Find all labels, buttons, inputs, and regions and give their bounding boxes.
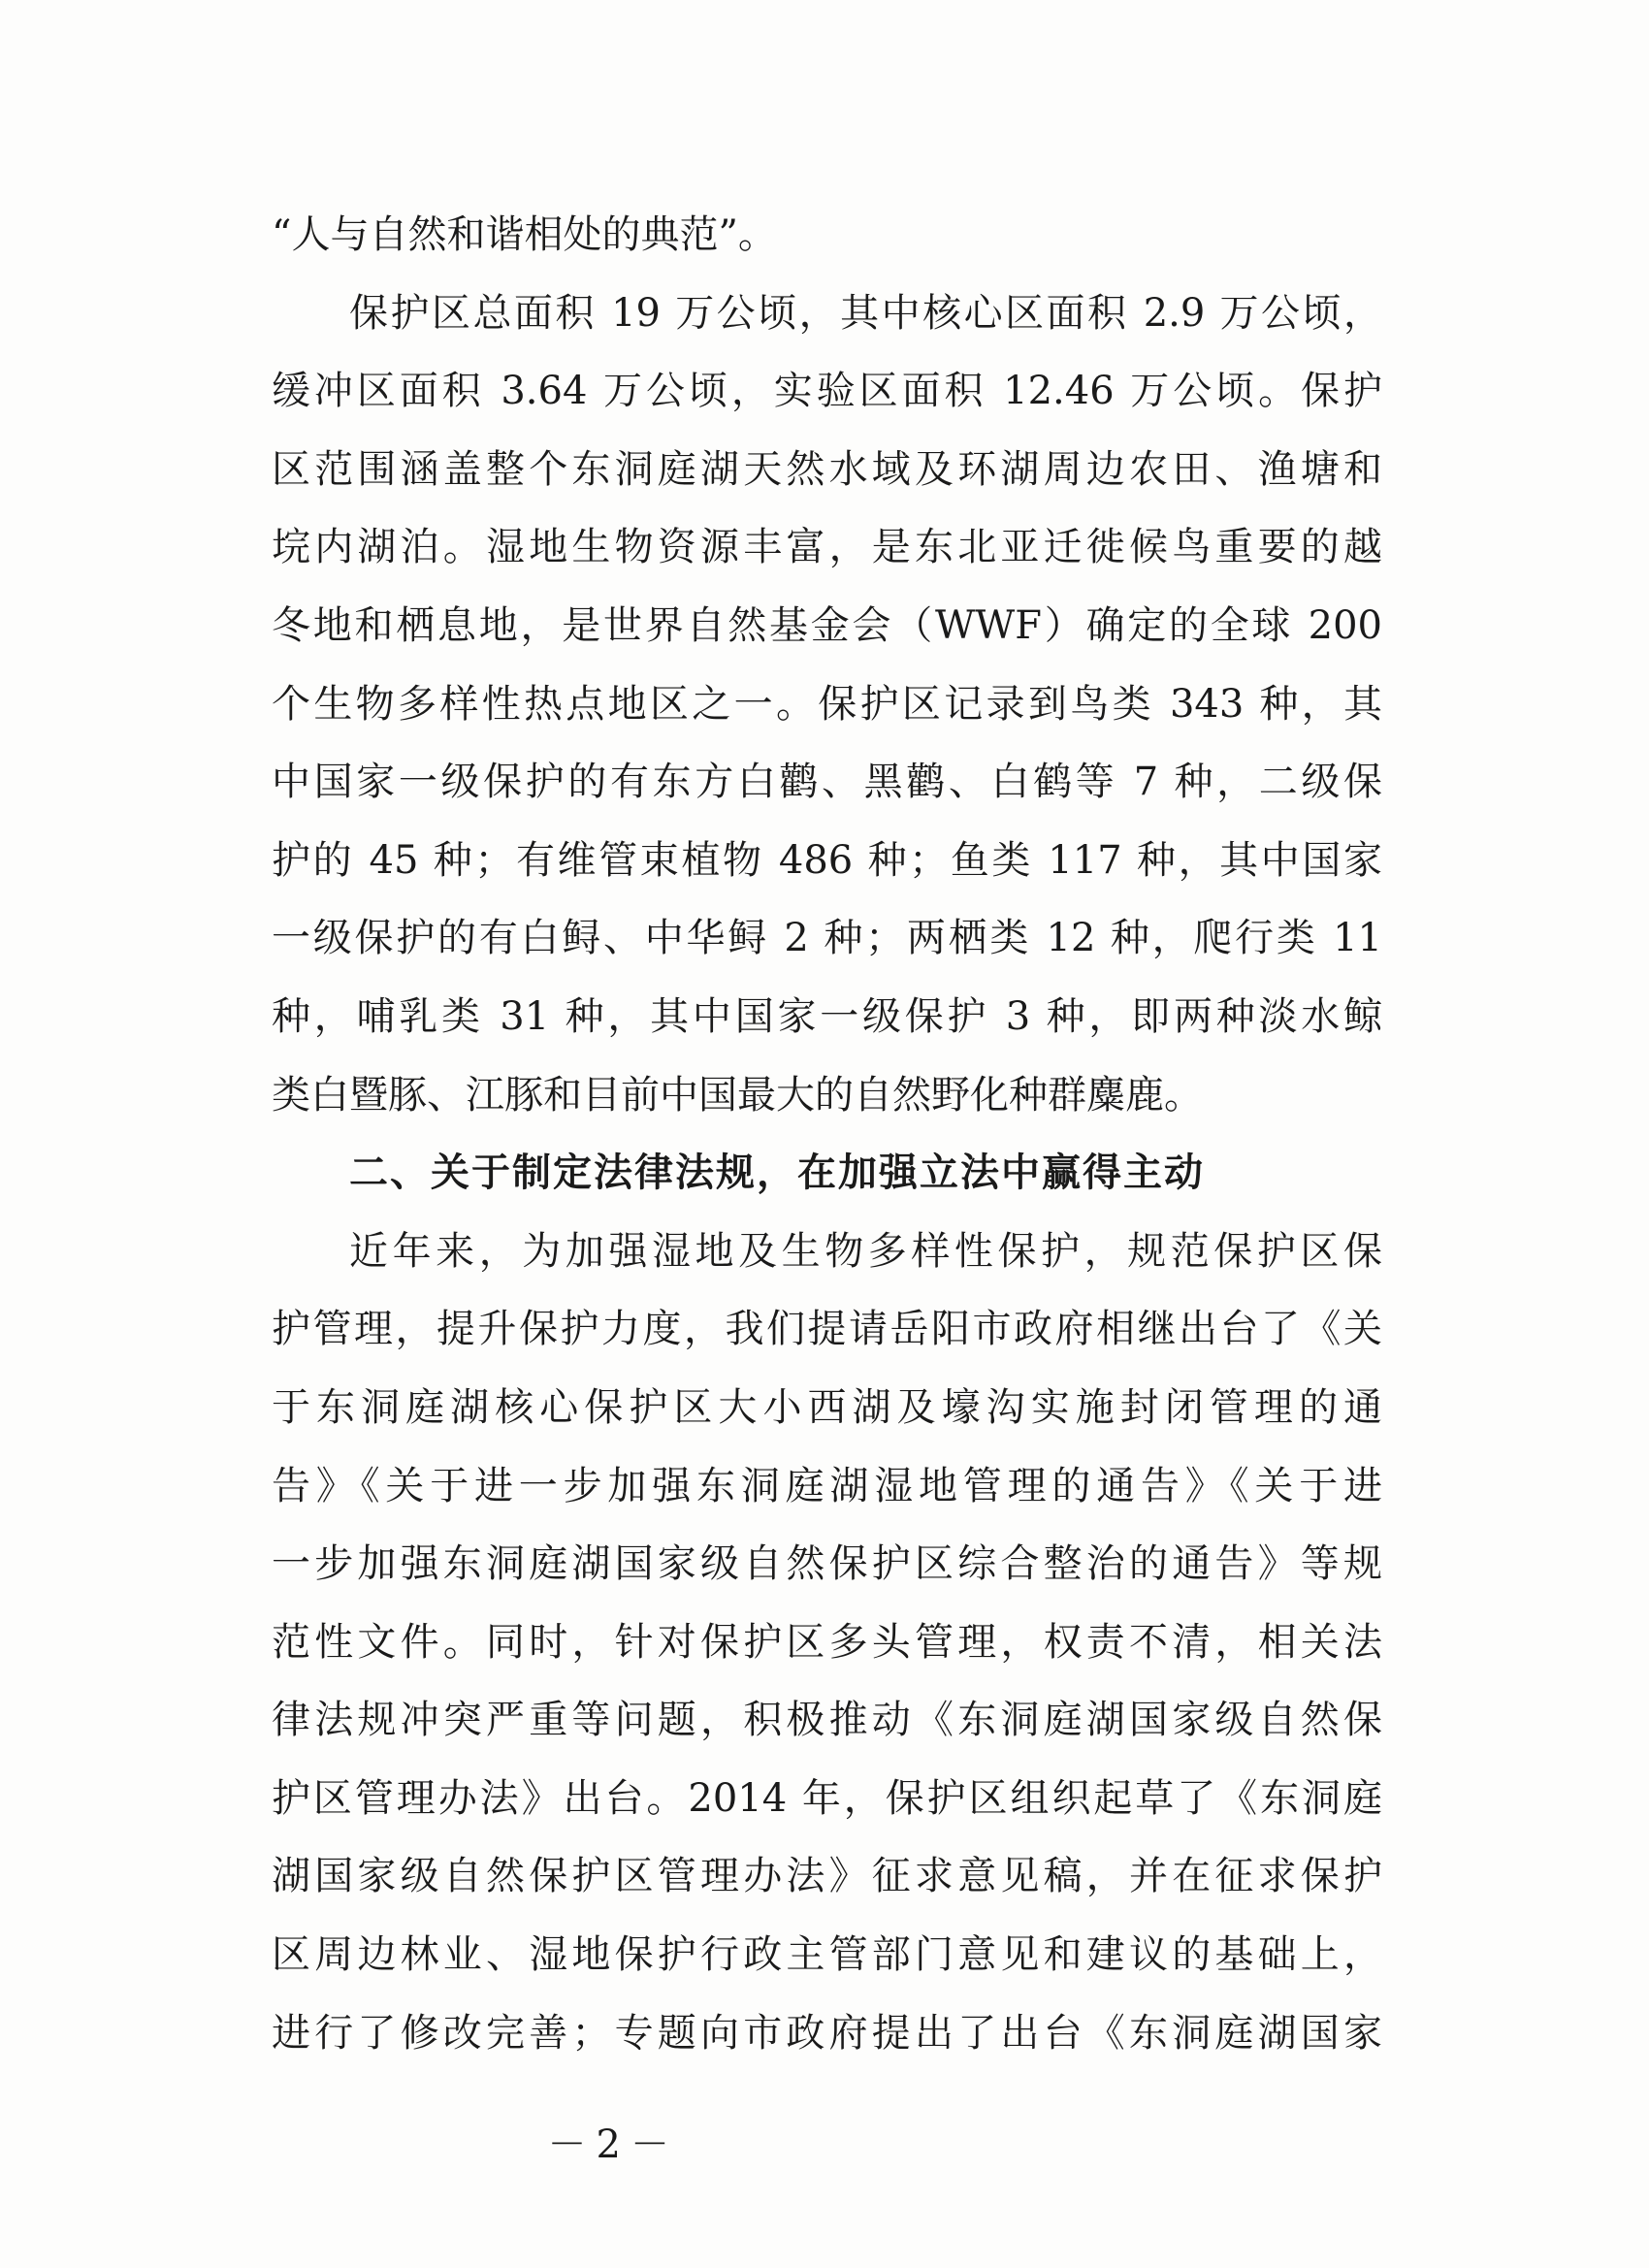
text-line: 个生物多样性热点地区之一。保护区记录到鸟类 343 种，其	[272, 681, 1382, 727]
text-line: 于东洞庭湖核心保护区大小西湖及壕沟实施封闭管理的通	[272, 1384, 1382, 1430]
text-line: 范性文件。同时，针对保护区多头管理，权责不清，相关法	[272, 1619, 1382, 1665]
text-line: 一步加强东洞庭湖国家级自然保护区综合整治的通告》等规	[272, 1541, 1382, 1587]
text-line: 种，哺乳类 31 种，其中国家一级保护 3 种，即两种淡水鲸	[272, 993, 1382, 1039]
text-line: 保护区总面积 19 万公顷，其中核心区面积 2.9 万公顷，	[349, 290, 1382, 336]
text-line: 律法规冲突严重等问题，积极推动《东洞庭湖国家级自然保	[272, 1698, 1382, 1743]
body-text	[272, 196, 1382, 2072]
text-line: 类白暨豚、江豚和目前中国最大的自然野化种群麋鹿。	[272, 1072, 1203, 1118]
text-line: 护的 45 种；有维管束植物 486 种；鱼类 117 种，其中国家	[272, 837, 1382, 883]
text-line: 冬地和栖息地，是世界自然基金会（WWF）确定的全球 200	[272, 602, 1382, 648]
text-line: 护区管理办法》出台。2014 年，保护区组织起草了《东洞庭	[272, 1775, 1382, 1821]
section-heading: 二、关于制定法律法规，在加强立法中赢得主动	[349, 1150, 1205, 1196]
text-line: 护管理，提升保护力度，我们提请岳阳市政府相继出台了《关	[272, 1307, 1382, 1352]
text-line: 区周边林业、湿地保护行政主管部门意见和建议的基础上，	[272, 1932, 1382, 1978]
text-line: 区范围涵盖整个东洞庭湖天然水域及环湖周边农田、渔塘和	[272, 446, 1382, 492]
text-line: 中国家一级保护的有东方白鹳、黑鹳、白鹤等 7 种，二级保	[272, 760, 1382, 805]
page-number: －2－	[547, 2122, 679, 2167]
text-line: 一级保护的有白鲟、中华鲟 2 种；两栖类 12 种，爬行类 11	[272, 916, 1382, 961]
text-line: 缓冲区面积 3.64 万公顷，实验区面积 12.46 万公顷。保护	[272, 369, 1382, 414]
text-line: 告》《关于进一步加强东洞庭湖湿地管理的通告》《关于进	[272, 1463, 1382, 1508]
text-line: 垸内湖泊。湿地生物资源丰富，是东北亚迁徙候鸟重要的越	[272, 525, 1382, 570]
text-line: “人与自然和谐相处的典范”。	[272, 212, 777, 257]
text-line: 近年来，为加强湿地及生物多样性保护，规范保护区保	[349, 1228, 1382, 1274]
text-line: 湖国家级自然保护区管理办法》征求意见稿，并在征求保护	[272, 1854, 1382, 1899]
text-line: 进行了修改完善；专题向市政府提出了出台《东洞庭湖国家	[272, 2010, 1382, 2056]
